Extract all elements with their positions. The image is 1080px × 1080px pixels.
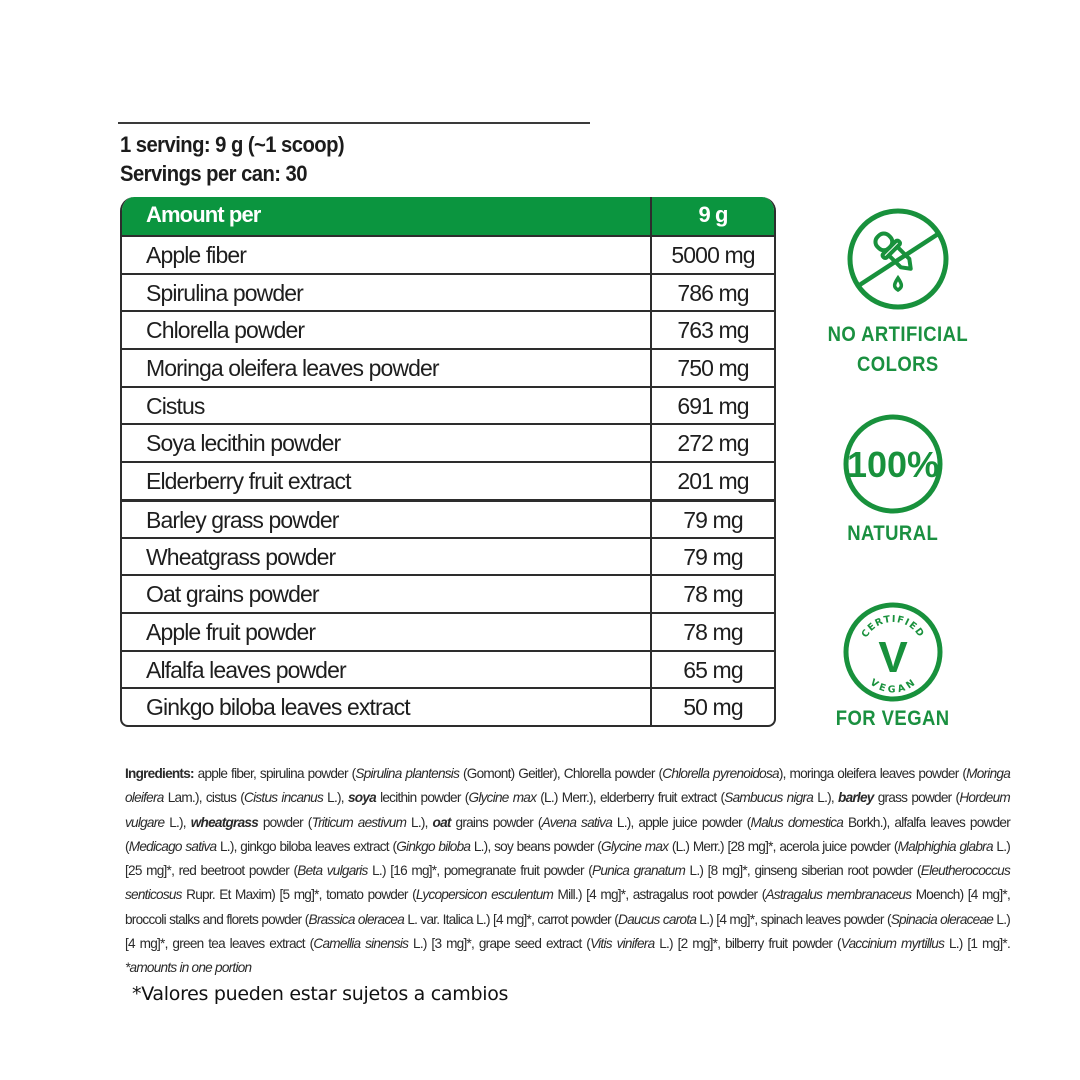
ingredient-text: L.), [813,790,839,806]
ingredient-text: Borkh.), alfalfa leaves powder ( [125,814,1011,854]
table-row [122,499,774,537]
ingredient-emphasis: Spirulina plantensis [355,766,460,781]
ingredient-text: L.), [323,790,348,806]
ingredient-name: Moringa oleifera leaves powder [122,350,652,386]
ingredient-emphasis: Beta vulgaris [297,863,368,879]
ingredient-amount: 79 mg [683,543,743,570]
ingredient-amount: 272 mg [677,430,749,457]
hundred-percent-text: 100% [846,444,940,485]
ingredient-emphasis: Astragalus membranaceus [765,887,912,903]
ingredient-amount: 79 mg [683,506,743,533]
ingredient-text: Mill.) [4 mg]*, astragalus root powder ( [553,887,766,903]
ingredient-text: L.), apple juice powder ( [612,814,751,830]
ingredient-emphasis: Triticum aestivum [311,814,407,830]
ingredient-amount: 691 mg [677,392,749,419]
ingredient-text: lecithin powder ( [375,790,469,806]
ingredient-emphasis: oat [432,814,451,830]
ingredient-text: apple fiber, spirulina powder ( [193,766,356,781]
table-row [122,235,774,273]
table-row [122,348,774,386]
table-row [122,537,774,575]
ingredient-amount: 50 mg [683,694,743,721]
ingredient-amount: 5000 mg [671,242,755,268]
no-artificial-colors-badge [813,204,983,380]
ingredient-text: grass powder ( [873,790,960,806]
certified-vegan-icon [839,600,947,704]
ingredient-text: L.) [8 mg]*, ginseng siberian root powder ( [685,863,921,879]
ingredient-emphasis: barley [838,790,874,806]
ingredient-emphasis: Cistus incanus [244,790,324,806]
no-artificial-label-line2: COLORS [857,353,939,376]
vegan-badge [808,600,978,734]
ingredient-emphasis: wheatgrass [190,814,259,830]
serving-info [120,130,344,188]
table-row [122,650,774,688]
ingredient-emphasis: soya [347,790,376,806]
ingredient-name: Spirulina powder [122,275,652,311]
ingredient-name: Apple fruit powder [122,614,652,650]
vegan-v-glyph: V [878,633,908,682]
ingredient-emphasis: Moringa oleifera [125,766,1011,806]
ingredient-emphasis: *amounts in one portion [125,960,252,976]
ingredient-emphasis: Camellia sinensis [313,936,409,952]
ingredient-name: Soya lecithin powder [122,425,652,461]
ingredient-text: L.) [3 mg]*, grape seed extract ( [408,936,591,952]
header-serving-amount: 9 g [698,202,728,227]
ingredient-text: L.) [4 mg]*, green tea leaves extract ( [125,911,1010,952]
ingredient-emphasis: Ginkgo biloba [396,838,471,854]
ingredient-emphasis: Punica granatum [592,863,686,879]
serving-size: 1 serving: 9 g (~1 scoop) [120,132,345,157]
vegan-arc-text: VEGAN [867,677,919,696]
ingredient-text: L.), [406,814,433,830]
ingredient-text: L.) [1 mg]*. [944,936,1010,952]
ingredient-emphasis: Avena sativa [541,814,613,830]
ingredient-text: powder ( [258,814,312,830]
ingredient-emphasis: Glycine max [468,790,537,806]
ingredient-text: L.) [4 mg]*, spinach leaves powder ( [696,911,891,927]
ingredient-emphasis: Lycopersicon esculentum [415,887,554,903]
ingredient-text: (L.) Merr.), elderberry fruit extract ( [536,790,725,806]
ingredient-name: Ginkgo biloba leaves extract [122,689,652,725]
table-row [122,574,774,612]
ingredient-text: L.) [2 mg]*, bilberry fruit powder ( [654,936,841,952]
ingredient-text: L. var. Italica L.) [4 mg]*, carrot powder ( [404,911,619,927]
table-row [122,310,774,348]
ingredient-amount: 78 mg [683,581,743,608]
ingredient-text: L.) [25 mg]*, red beetroot powder ( [125,838,1011,879]
ingredient-text: L.), [164,814,191,830]
no-artificial-label-line1: NO ARTIFICIAL [827,323,969,346]
ingredient-emphasis: Medicago sativa [128,838,217,854]
ingredients-label: Ingredients: [125,766,194,781]
ingredient-emphasis: Spinacia oleraceae [890,911,994,927]
ingredient-emphasis: Brassica oleracea [308,911,405,927]
ingredients-text [125,762,1010,981]
table-row [122,273,774,311]
servings-per-can: Servings per can: 30 [120,161,307,186]
ingredient-emphasis: Vitis vinifera [590,936,655,952]
ingredient-text: Moench) [4 mg]*, broccoli stalks and florets powder ( [125,887,1010,927]
table-row [122,461,774,499]
ingredient-name: Barley grass powder [122,502,652,537]
ingredient-amount: 763 mg [677,317,749,344]
ingredient-name: Elderberry fruit extract [122,463,652,499]
table-row [122,687,774,725]
ingredient-amount: 201 mg [677,468,749,495]
table-row [122,423,774,461]
ingredient-text: Lam.), cistus ( [163,790,245,806]
ingredient-text: L.) [16 mg]*, pomegranate fruit powder ( [367,863,593,879]
footnote: *Valores pueden estar sujetos a cambios [132,983,509,1005]
ingredients-list [125,766,1010,975]
ingredient-amount: 65 mg [683,656,743,683]
ingredient-text: (Gomont) Geitler), Chlorella powder ( [459,766,663,781]
table-header [120,197,776,235]
ingredient-text: Rupr. Et Maxim) [5 mg]*, tomato powder ( [181,887,416,903]
ingredient-text: L.), soy beans powder ( [470,838,602,854]
natural-badge [808,413,978,549]
ingredient-emphasis: Malus domestica [750,814,844,830]
ingredient-emphasis: Glycine max [601,838,669,854]
ingredient-name: Apple fiber [122,237,652,273]
natural-label: NATURAL [847,522,939,545]
ingredient-emphasis: Chlorella pyrenoidosa [662,766,779,781]
ingredient-name: Wheatgrass powder [122,539,652,575]
certified-arc-text: CERTIFIED [859,613,927,640]
ingredient-name: Cistus [122,388,652,424]
ingredient-emphasis: Malphighia glabra [897,838,993,854]
ingredient-amount: 786 mg [677,279,749,306]
table-row [122,386,774,424]
ingredient-emphasis: Sambucus nigra [724,790,814,806]
ingredient-emphasis: Eleutherococcus senticosus [125,863,1010,903]
top-divider [118,122,590,124]
supplement-facts-table [120,197,776,727]
ingredient-emphasis: Vaccinium myrtillus [840,936,945,952]
ingredient-text: grains powder ( [450,814,542,830]
ingredient-amount: 750 mg [677,355,749,382]
ingredient-text: (L.) Merr.) [28 mg]*, acerola juice powder ( [668,838,898,854]
ingredient-amount: 78 mg [683,618,743,645]
dropper-prohibited-icon [843,204,953,314]
ingredient-name: Oat grains powder [122,576,652,612]
ingredient-emphasis: Daucus carota [618,911,697,927]
ingredient-text: ), moringa oleifera leaves powder ( [778,766,967,781]
ingredient-name: Alfalfa leaves powder [122,652,652,688]
for-vegan-label: FOR VEGAN [836,707,950,730]
header-amount-per: Amount per [122,197,652,235]
hundred-percent-icon [839,413,947,515]
ingredient-text: L.), ginkgo biloba leaves extract ( [216,838,397,854]
ingredient-emphasis: Hordeum vulgare [125,790,1011,830]
ingredient-name: Chlorella powder [122,312,652,348]
table-row [122,612,774,650]
